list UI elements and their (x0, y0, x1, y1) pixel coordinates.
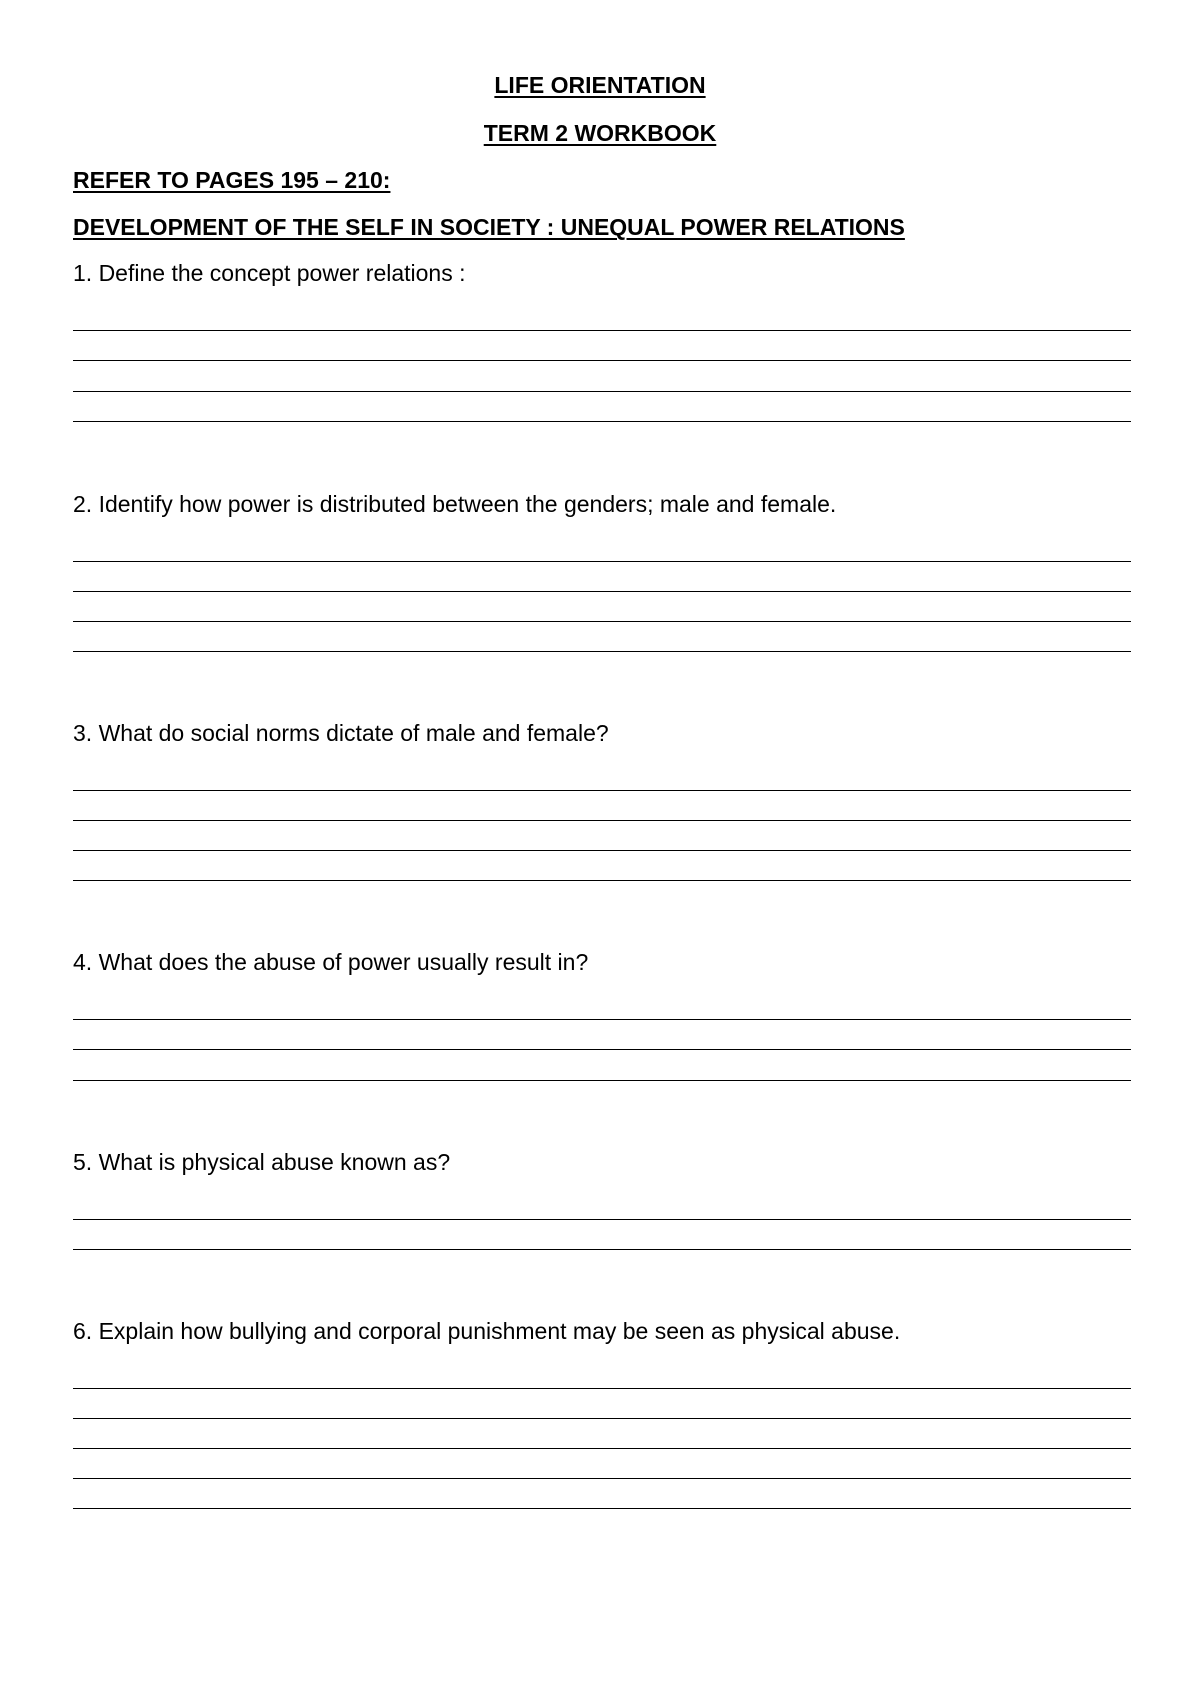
answer-line[interactable] (73, 1418, 1131, 1419)
answer-line[interactable] (73, 421, 1131, 422)
answer-line[interactable] (73, 880, 1131, 881)
answer-line[interactable] (73, 1219, 1131, 1220)
subject-title: LIFE ORIENTATION (494, 72, 706, 98)
question-6: 6. Explain how bullying and corporal punishment may be seen as physical abuse. (73, 1318, 901, 1344)
page-reference: REFER TO PAGES 195 – 210: (73, 167, 391, 193)
question-4: 4. What does the abuse of power usually result in? (73, 949, 589, 975)
answer-line[interactable] (73, 360, 1131, 361)
workbook-title: TERM 2 WORKBOOK (483, 120, 717, 146)
answer-line[interactable] (73, 1448, 1131, 1449)
answer-line[interactable] (73, 330, 1131, 331)
answer-line[interactable] (73, 820, 1131, 821)
question-3: 3. What do social norms dictate of male and female? (73, 720, 609, 746)
question-2: 2. Identify how power is distributed between the genders; male and female. (73, 491, 837, 517)
answer-line[interactable] (73, 1080, 1131, 1081)
answer-line[interactable] (73, 1508, 1131, 1509)
answer-line[interactable] (73, 1388, 1131, 1389)
answer-line[interactable] (73, 1478, 1131, 1479)
question-5: 5. What is physical abuse known as? (73, 1149, 451, 1175)
answer-line[interactable] (73, 790, 1131, 791)
answer-line[interactable] (73, 391, 1131, 392)
answer-line[interactable] (73, 651, 1131, 652)
answer-line[interactable] (73, 1249, 1131, 1250)
answer-line[interactable] (73, 850, 1131, 851)
answer-line[interactable] (73, 591, 1131, 592)
answer-line[interactable] (73, 1049, 1131, 1050)
answer-line[interactable] (73, 1019, 1131, 1020)
answer-line[interactable] (73, 561, 1131, 562)
answer-line[interactable] (73, 621, 1131, 622)
topic-heading: DEVELOPMENT OF THE SELF IN SOCIETY : UNEQUAL POWER RELATIONS (73, 214, 905, 240)
question-1: 1. Define the concept power relations : (73, 260, 466, 286)
